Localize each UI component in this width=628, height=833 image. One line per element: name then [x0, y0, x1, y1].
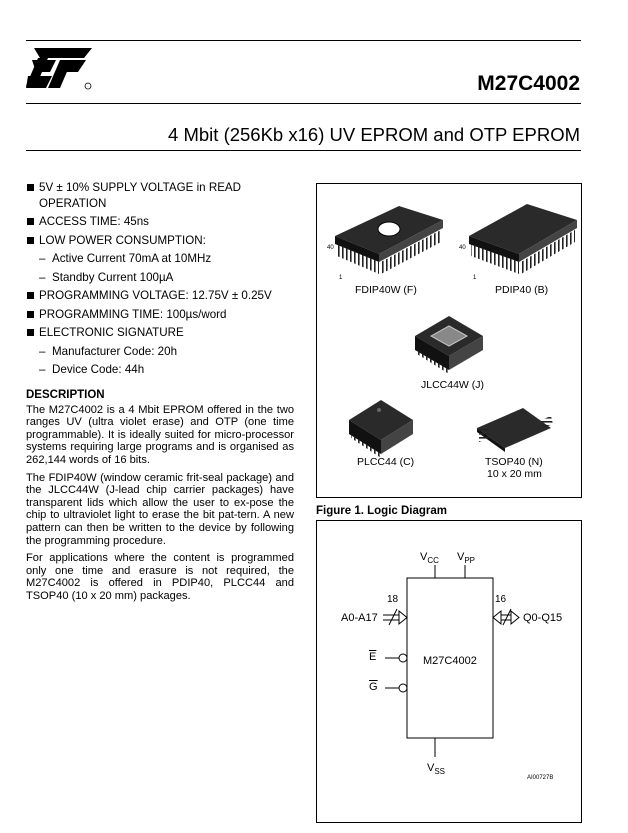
feature-text: Active Current 70mA at 10MHz: [52, 252, 212, 265]
vpp-label: $V_{PP}$: [457, 551, 476, 566]
pdip40-label: PDIP40 (B): [495, 284, 549, 296]
feature-text: Device Code: 44h: [52, 363, 145, 376]
chip-label: M27C4002: [423, 655, 477, 667]
addr-width-label: 18: [387, 594, 399, 605]
feature-item: [26, 214, 296, 230]
feature-list: [26, 180, 296, 381]
addr-label: A0-A17: [341, 612, 378, 624]
top-rule: [26, 40, 581, 41]
feature-sub-item: [26, 270, 296, 286]
plcc44-label: PLCC44 (C): [357, 456, 415, 468]
feature-sub-item: [26, 251, 296, 267]
vcc-label: $V_{CC}$: [420, 551, 439, 566]
g-bubble: [399, 684, 407, 692]
pin-1-label: 1: [339, 275, 343, 281]
description-paragraph-2: The FDIP40W (window ceramic frit-seal package) and the JLCC44W (J-lead chip carrier packages) have transparent lids which allow the user to ex-pose the chip to ultraviolet light to erase the bit pat-tern. A new pattern can then be written to the device by following the programming procedure.: [26, 471, 294, 547]
fdip40w-label: FDIP40W (F): [355, 284, 417, 296]
feature-text: ELECTRONIC SIGNATURE: [39, 326, 184, 339]
address-bus-arrow: [383, 609, 407, 625]
fdip40w-package: [335, 206, 443, 274]
pdip-pin-40-label: 40: [459, 245, 466, 251]
feature-item: [26, 307, 296, 323]
tsop40-label: TSOP40 (N): [485, 456, 543, 468]
dash-icon: –: [39, 363, 46, 376]
feature-item: [26, 180, 296, 211]
description-paragraph-3: For applications where the content is programmed only one time and erasure is not required, the M27C4002 is offered in PDIP40, PLCC44 and TSOP40 (10 x 20 mm) packages.: [26, 552, 294, 602]
feature-item: [26, 325, 296, 341]
header-rule: [26, 103, 581, 104]
bullet-square-icon: [27, 237, 34, 244]
data-label: Q0-Q15: [523, 612, 563, 624]
figure-ref: AI00727B: [527, 775, 554, 781]
document-subtitle: 4 Mbit (256Kb x16) UV EPROM and OTP EPROM: [168, 124, 580, 145]
description-heading: DESCRIPTION: [26, 389, 105, 401]
feature-text: 5V ± 10% SUPPLY VOLTAGE in READ OPERATION: [39, 181, 242, 210]
dash-icon: –: [39, 252, 46, 265]
e-label: $\overline{E}$: [369, 651, 377, 663]
data-width-label: 16: [495, 594, 507, 605]
subtitle-rule: [26, 150, 581, 151]
pdip-pin-1-label: 1: [473, 275, 477, 281]
feature-item: [26, 288, 296, 304]
feature-sub-item: [26, 344, 296, 360]
e-bubble: [399, 654, 407, 662]
bullet-square-icon: [27, 329, 34, 336]
dash-icon: –: [39, 270, 46, 284]
pdip40-package: [469, 204, 577, 274]
feature-text: PROGRAMMING TIME: 100µs/word: [39, 307, 227, 321]
dash-icon: –: [39, 344, 46, 358]
bullet-square-icon: [27, 218, 34, 225]
feature-text: Standby Current 100µA: [52, 270, 174, 284]
bullet-square-icon: [27, 184, 34, 191]
plcc44-package: [349, 400, 413, 458]
figure-title: Figure 1. Logic Diagram: [316, 505, 447, 517]
feature-sub-item: [26, 362, 296, 378]
jlcc44w-package: [415, 316, 483, 374]
feature-text: ACCESS TIME: 45ns: [39, 215, 149, 228]
feature-item: [26, 233, 296, 249]
package-figure: [316, 183, 582, 498]
tsop40-package: [477, 408, 553, 452]
feature-text: PROGRAMMING VOLTAGE: 12.75V ± 0.25V: [39, 289, 272, 302]
data-bus-arrow: [493, 609, 519, 625]
vss-label: $V_{SS}$: [427, 762, 446, 777]
logic-diagram: [316, 520, 582, 823]
description-paragraph-1: The M27C4002 is a 4 Mbit EPROM offered in the two ranges UV (ultra violet erase) and OTP (one time programmable). It is ideally suited for micro-processor systems requiring large programs and is organised as 262,144 words of 16 bits.: [26, 403, 294, 466]
feature-text: LOW POWER CONSUMPTION:: [39, 233, 206, 247]
jlcc44w-label: JLCC44W (J): [421, 379, 485, 391]
g-label: $\overline{G}$: [369, 681, 378, 693]
feature-text: Manufacturer Code: 20h: [52, 344, 178, 358]
bullet-square-icon: [27, 292, 34, 299]
description-section: [26, 389, 294, 608]
part-number: M27C4002: [477, 72, 580, 95]
tsop40-size-label: 10 x 20 mm: [487, 468, 542, 480]
bullet-square-icon: [27, 311, 34, 318]
pin-40-label: 40: [327, 245, 334, 251]
st-logo: [26, 46, 92, 92]
